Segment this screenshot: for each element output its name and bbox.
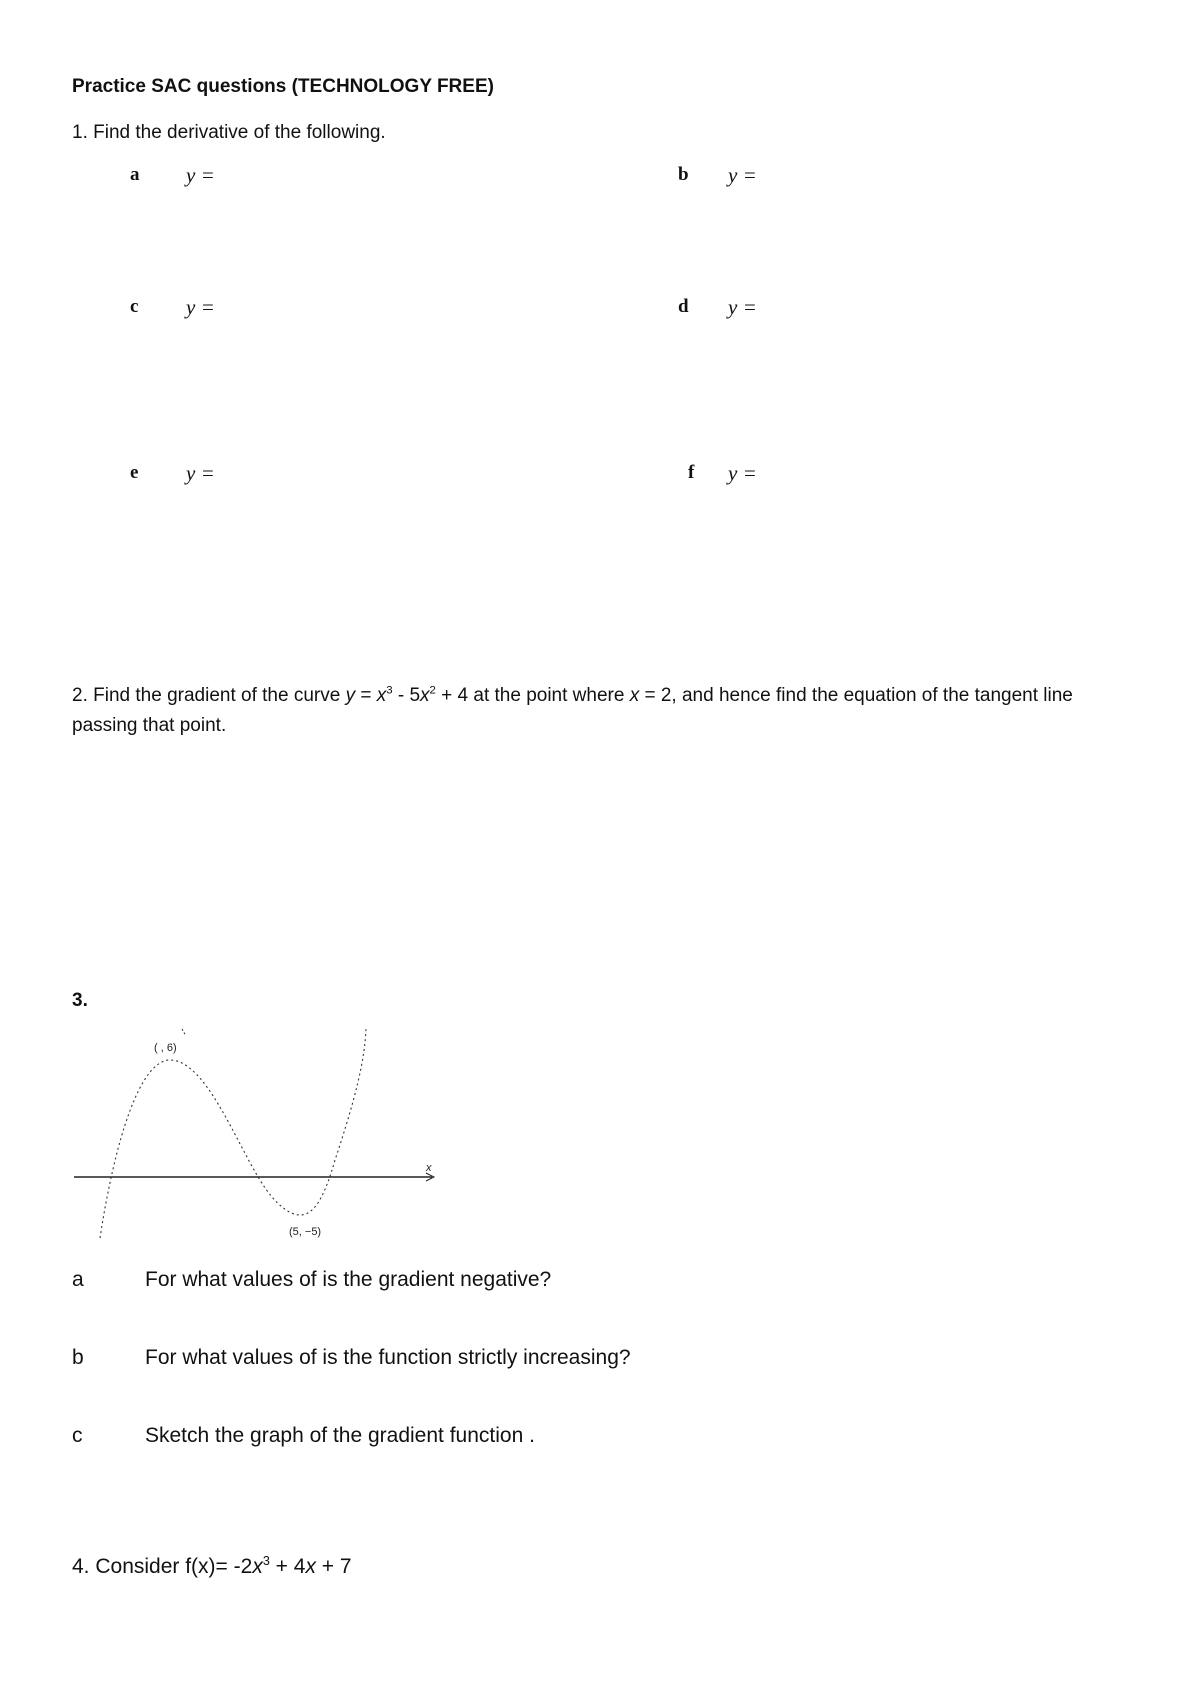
q2-number: 2. [72,685,88,706]
q1-part-expr-d: y = [728,295,757,319]
question-1-text: 1. Find the derivative of the following. [72,122,386,143]
q3-part-label-a: a [72,1268,84,1291]
max-tick-mark [182,1029,186,1036]
q1-part-label-f: f [688,462,695,483]
q2-curve-eq: = [355,685,377,706]
q4-tail: + 7 [315,1555,352,1578]
q4-prefix: 4. Consider f(x)= -2 [72,1555,253,1578]
q4-mid: + 4 [269,1555,306,1578]
q2-point-x: x [629,685,640,706]
q1-part-expr-c: y = [186,295,215,319]
question-2-text [72,681,1132,741]
q2-point-val: = 2, and hence find the equation of the tangent line passing that point. [72,685,1073,736]
q2-text-start: Find the gradient of the curve [87,685,346,706]
page-title: Practice SAC questions (TECHNOLOGY FREE) [72,76,494,97]
q1-part-expr-b: y = [728,163,757,187]
q1-part-label-c: c [130,296,139,317]
q1-part-label-e: e [130,462,139,483]
q2-curve-x1: x [376,685,387,706]
q1-part-expr-f: y = [728,461,757,485]
q2-curve-y: y [345,685,356,706]
q2-curve-exp1: 3 [386,684,393,697]
x-axis-label: x [426,1162,432,1174]
q1-part-label-a: a [130,164,140,185]
q4-x2: x [305,1555,316,1578]
q4-x1: x [252,1555,263,1578]
q1-part-label-b: b [678,164,689,185]
q2-curve-mid: - 5 [392,685,421,706]
question-3-number: 3. [72,990,88,1011]
q3-part-label-b: b [72,1346,84,1369]
q2-curve-x2: x [420,685,430,706]
q3-part-text-c: Sketch the graph of the gradient function . [145,1424,535,1447]
cubic-curve [100,1028,366,1238]
q2-curve-tail: + 4 at the point where [435,685,630,706]
q3-part-label-c: c [72,1424,83,1447]
q1-part-label-d: d [678,296,689,317]
question-4-text [72,1555,352,1579]
q3-part-text-a: For what values of is the gradient negative? [145,1268,552,1291]
cubic-graph [70,1020,450,1250]
q2-curve-exp2: 2 [429,684,436,697]
min-point-label: (5, −5) [289,1226,322,1238]
max-point-label: ( , 6) [154,1042,177,1054]
q1-part-expr-a: y = [186,163,215,187]
q1-part-expr-e: y = [186,461,215,485]
q3-part-text-b: For what values of is the function strictly increasing? [145,1346,631,1369]
q4-exp: 3 [262,1554,270,1568]
